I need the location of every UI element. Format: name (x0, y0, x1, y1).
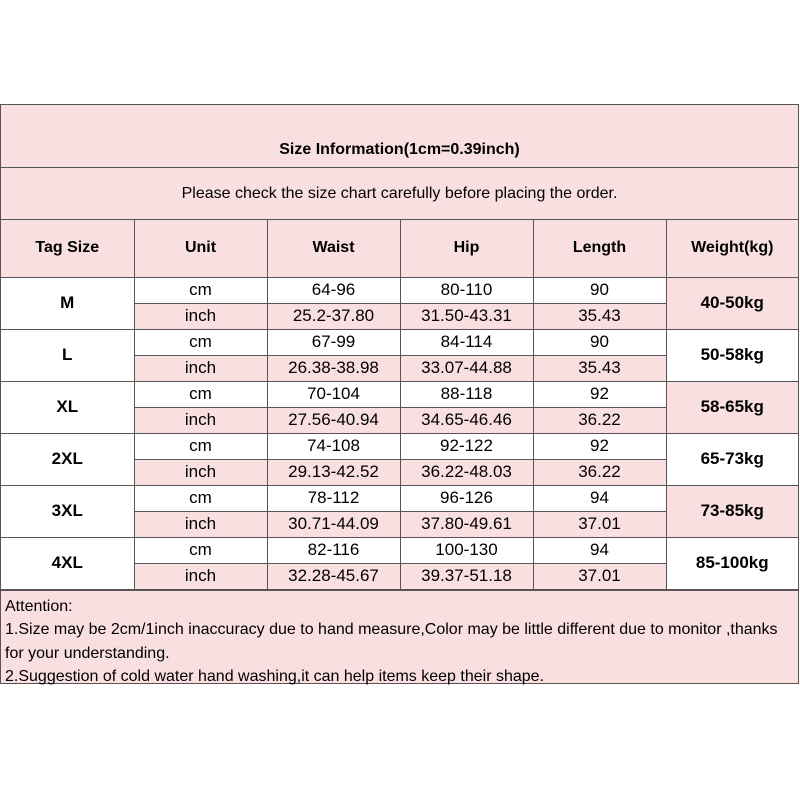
unit-cell: cm (134, 433, 267, 459)
attention-heading: Attention: (5, 597, 73, 615)
header-weight: Weight(kg) (666, 220, 798, 277)
unit-cell: inch (134, 511, 267, 537)
waist-cell: 27.56-40.94 (267, 407, 400, 433)
weight-cell: 85-100kg (666, 537, 798, 589)
tag-size-cell: 3XL (1, 485, 134, 537)
length-cell: 94 (533, 485, 666, 511)
unit-cell: inch (134, 459, 267, 485)
waist-cell: 74-108 (267, 433, 400, 459)
tag-size-cell: L (1, 329, 134, 381)
table-row (1, 381, 798, 407)
hip-cell: 92-122 (400, 433, 533, 459)
size-table (1, 220, 798, 590)
waist-cell: 78-112 (267, 485, 400, 511)
hip-cell: 96-126 (400, 485, 533, 511)
header-hip: Hip (400, 220, 533, 277)
table-row (1, 277, 798, 303)
length-cell: 35.43 (533, 303, 666, 329)
hip-cell: 80-110 (400, 277, 533, 303)
unit-cell: cm (134, 329, 267, 355)
table-row (1, 485, 798, 511)
length-cell: 37.01 (533, 563, 666, 589)
header-row (1, 220, 798, 277)
header-tag-size: Tag Size (1, 220, 134, 277)
unit-cell: cm (134, 485, 267, 511)
length-cell: 37.01 (533, 511, 666, 537)
waist-cell: 67-99 (267, 329, 400, 355)
weight-cell: 50-58kg (666, 329, 798, 381)
unit-cell: inch (134, 563, 267, 589)
unit-cell: cm (134, 381, 267, 407)
waist-cell: 82-116 (267, 537, 400, 563)
size-chart (0, 104, 799, 684)
length-cell: 94 (533, 537, 666, 563)
hip-cell: 31.50-43.31 (400, 303, 533, 329)
header-waist: Waist (267, 220, 400, 277)
hip-cell: 100-130 (400, 537, 533, 563)
hip-cell: 36.22-48.03 (400, 459, 533, 485)
length-cell: 90 (533, 329, 666, 355)
tag-size-cell: 2XL (1, 433, 134, 485)
unit-cell: cm (134, 537, 267, 563)
hip-cell: 88-118 (400, 381, 533, 407)
tag-size-cell: M (1, 277, 134, 329)
header-unit: Unit (134, 220, 267, 277)
unit-cell: inch (134, 303, 267, 329)
unit-cell: cm (134, 277, 267, 303)
length-cell: 90 (533, 277, 666, 303)
hip-cell: 34.65-46.46 (400, 407, 533, 433)
waist-cell: 26.38-38.98 (267, 355, 400, 381)
length-cell: 35.43 (533, 355, 666, 381)
weight-cell: 40-50kg (666, 277, 798, 329)
hip-cell: 84-114 (400, 329, 533, 355)
chart-title: Size Information(1cm=0.39inch) (1, 105, 798, 168)
waist-cell: 25.2-37.80 (267, 303, 400, 329)
tag-size-cell: XL (1, 381, 134, 433)
weight-cell: 58-65kg (666, 381, 798, 433)
hip-cell: 37.80-49.61 (400, 511, 533, 537)
waist-cell: 30.71-44.09 (267, 511, 400, 537)
length-cell: 36.22 (533, 459, 666, 485)
weight-cell: 65-73kg (666, 433, 798, 485)
attention-notes (1, 590, 798, 683)
table-row (1, 433, 798, 459)
unit-cell: inch (134, 355, 267, 381)
waist-cell: 64-96 (267, 277, 400, 303)
order-notice: Please check the size chart carefully before placing the order. (1, 168, 798, 220)
tag-size-cell: 4XL (1, 537, 134, 589)
length-cell: 92 (533, 381, 666, 407)
length-cell: 92 (533, 433, 666, 459)
length-cell: 36.22 (533, 407, 666, 433)
waist-cell: 29.13-42.52 (267, 459, 400, 485)
header-length: Length (533, 220, 666, 277)
waist-cell: 32.28-45.67 (267, 563, 400, 589)
unit-cell: inch (134, 407, 267, 433)
table-row (1, 329, 798, 355)
hip-cell: 39.37-51.18 (400, 563, 533, 589)
weight-cell: 73-85kg (666, 485, 798, 537)
hip-cell: 33.07-44.88 (400, 355, 533, 381)
attention-line-2: 2.Suggestion of cold water hand washing,it can help items keep their shape. (5, 668, 544, 685)
attention-line-1: 1.Size may be 2cm/1inch inaccuracy due to hand measure,Color may be little different due to monitor ,thanks for your understanding. (5, 621, 778, 662)
table-row (1, 537, 798, 563)
waist-cell: 70-104 (267, 381, 400, 407)
